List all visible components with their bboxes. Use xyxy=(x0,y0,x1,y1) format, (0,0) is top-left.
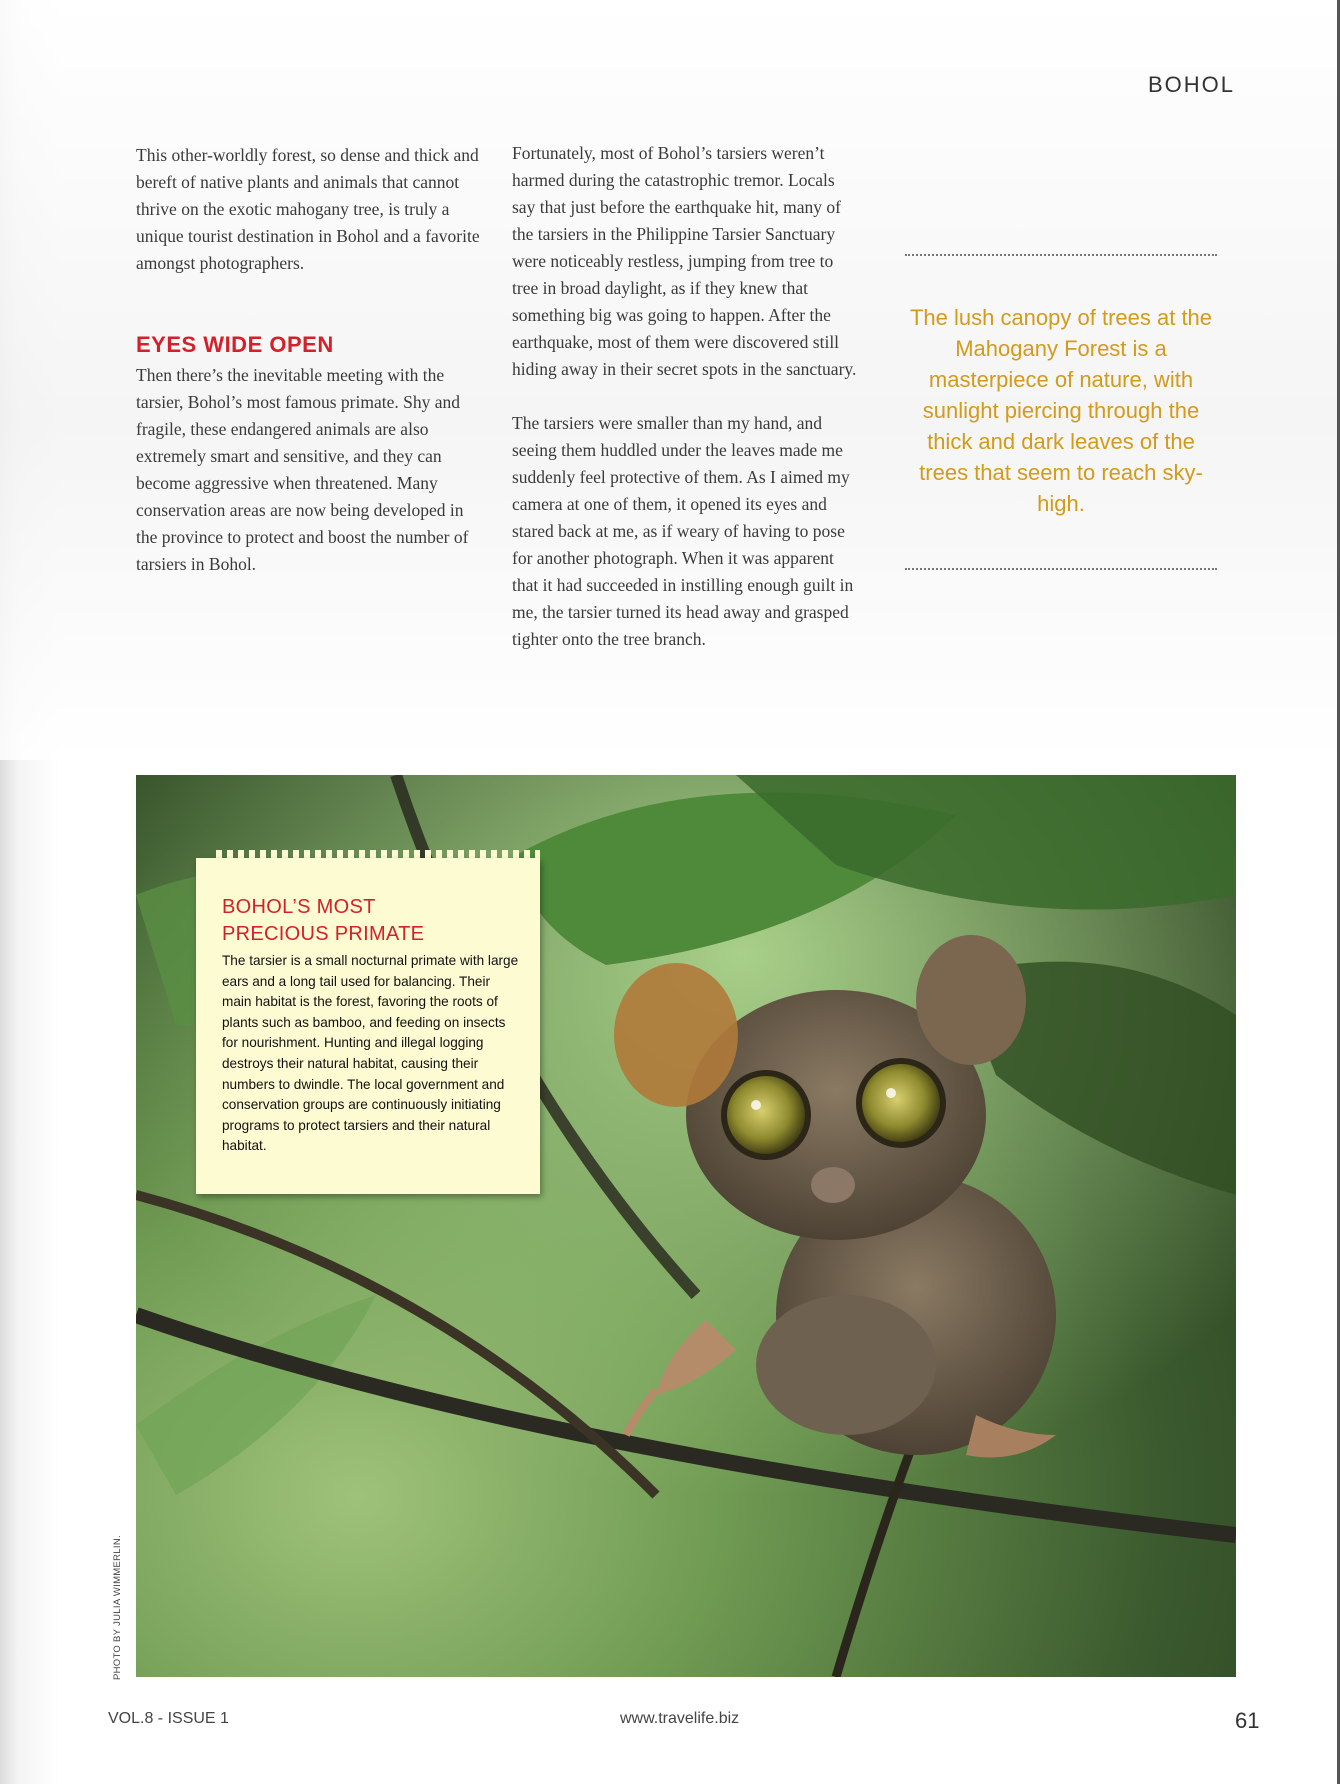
article-column-1 xyxy=(136,142,488,578)
tarsier-eye xyxy=(859,1061,943,1145)
sidebar-note-title-line: BOHOL’S MOST xyxy=(222,896,376,918)
pull-quote xyxy=(905,250,1217,570)
website-link[interactable]: www.travelife.biz xyxy=(620,1710,740,1727)
sidebar-note xyxy=(196,858,540,1194)
pull-quote-text: The lush canopy of trees at the Mahogany Forest is a masterpiece of nature, with sunlight piercing through the thick and dark leaves of the trees that seem to reach sky-high. xyxy=(909,305,1213,516)
body-paragraph: Then there’s the inevitable meeting with the tarsier, Bohol’s most famous primate. Shy and fragile, these endangered animals are also extremely smart and sensitive, and they can become aggressive when threatened. Many conservation areas are now being developed in the province to protect and boost the number of tarsiers in Bohol. xyxy=(136,365,469,574)
body-paragraph: Fortunately, most of Bohol’s tarsiers weren’t harmed during the catastrophic tremor. Locals say that just before the earthquake hit, many of the tarsiers in the Philippine Tarsier Sanctuary were noticeably restless, jumping from tree to tree in broad daylight, as if they knew that something big was going to happen. After the earthquake, most of them were discovered still hiding away in their secret spots in the sanctuary. xyxy=(512,143,857,379)
pull-quote-rule-top xyxy=(905,254,1217,256)
sidebar-note-body: The tarsier is a small nocturnal primate with large ears and a long tail used for balancing. Their main habitat is the forest, favoring the roots of plants such as bamboo, and feeding on insects for nourishment. Hunting and illegal logging destroys their natural habitat, causing their numbers to dwindle. The local government and conservation groups are continuously initiating programs to protect tarsiers and their natural habitat. xyxy=(222,953,519,1154)
sidebar-note-title-line: PRECIOUS PRIMATE xyxy=(222,923,425,945)
page-number: 61 xyxy=(1235,1708,1260,1733)
sidebar-note-title xyxy=(222,894,522,948)
tarsier-ear xyxy=(916,935,1026,1065)
pull-quote-rule-bottom xyxy=(905,568,1217,570)
issue-label: VOL.8 - ISSUE 1 xyxy=(108,1710,229,1727)
tarsier-eye xyxy=(724,1073,808,1157)
section-title: BOHOL xyxy=(1147,72,1235,97)
body-paragraph: The tarsiers were smaller than my hand, and seeing them huddled under the leaves made me suddenly feel protective of them. As I aimed my camera at one of them, it opened its eyes and stared back at me, as if weary of having to pose for another photograph. When it was apparent that it had succeeded in instilling enough guilt in me, the tarsier turned its head away and grasped tighter onto the tree branch. xyxy=(512,413,854,649)
article-column-2 xyxy=(512,140,857,653)
subheading: EYES WIDE OPEN xyxy=(136,332,334,357)
tarsier-ear xyxy=(614,963,738,1107)
photo-credit: PHOTO BY JULIA WIMMERLIN. xyxy=(112,1535,123,1680)
intro-paragraph: This other-worldly forest, so dense and thick and bereft of native plants and animals that cannot thrive on the exotic mahogany tree, is truly a unique tourist destination in Bohol and a favorite amongst photographers. xyxy=(136,145,480,273)
